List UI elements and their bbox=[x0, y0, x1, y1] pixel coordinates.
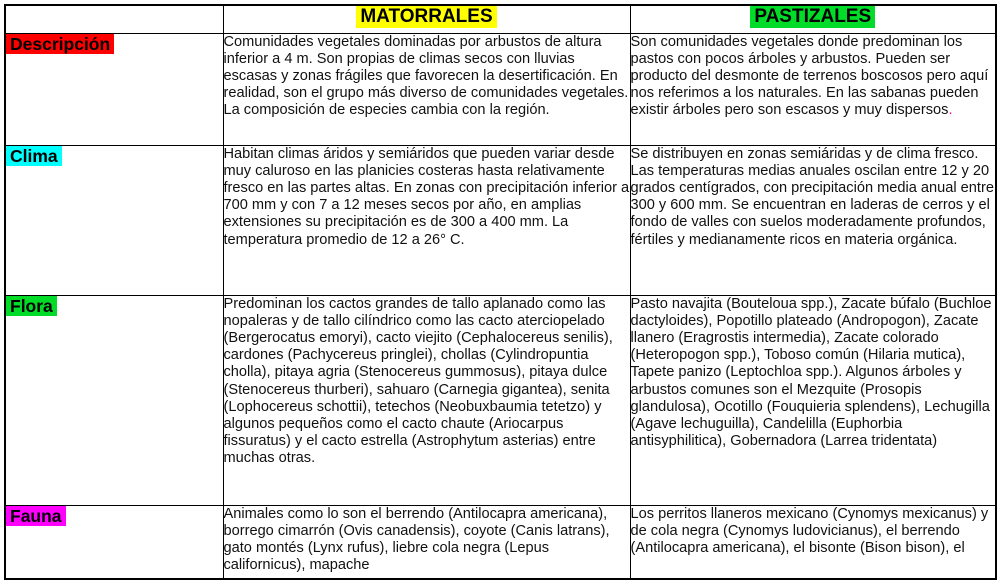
row-clima bbox=[5, 145, 996, 295]
cell-fauna-pastizales bbox=[630, 505, 996, 579]
clima-pastizales-text: Se distribuyen en zonas semiáridas y de clima fresco. Las temperaturas medias anuales oscilan entre 12 y 20 grados centígrados, con precipitación media anual entre 300 y 600 mm. Se encuentran en laderas de cerros y el fondo de valles con suelos moderadamente profundos, fértiles y medianamente ricos en materia orgánica. bbox=[630, 145, 994, 248]
cell-clima-pastizales bbox=[630, 145, 996, 295]
clima-matorrales-text: Habitan climas áridos y semiáridos que pueden variar desde muy caluroso en las planicies costeras hasta relativamente fresco en las partes altas. En zonas con precipitación inferior a 700 mm y con 7 a 12 meses secos por año, en amplias extensiones su precipitación es de 300 a 400 mm. La temperatura promedio de 12 a 26° C. bbox=[223, 145, 630, 248]
clima-label: Clima bbox=[6, 146, 62, 166]
descripcion-matorrales-text: Comunidades vegetales dominadas por arbustos de altura inferior a 4 m. Son propias de climas secos con lluvias escasas y zonas frágiles que favorecen la desertificación. En realidad, son el grupo más diverso de comunidades vegetales. La composición de especies cambia con la región. bbox=[223, 33, 629, 119]
fauna-pastizales-text: Los perritos llaneros mexicano (Cynomys mexicanus) y de cola negra (Cynomys ludovicianus), el berrendo (Antilocapra americana), el bisonte (Bison bison), el bbox=[630, 505, 989, 556]
fauna-matorrales-text: Animales como lo son el berrendo (Antilocapra americana), borrego cimarrón (Ovis canadensis), coyote (Canis latrans), gato montés (Lynx rufus), liebre cola negra (Lepus californicus), mapache bbox=[223, 505, 610, 574]
row-label-cell-clima bbox=[5, 145, 223, 295]
pastizales-title: PASTIZALES bbox=[750, 6, 875, 28]
row-label-cell-descripcion bbox=[5, 33, 223, 145]
table-header-row bbox=[5, 5, 996, 33]
row-flora bbox=[5, 295, 996, 505]
flora-matorrales-text: Predominan los cactos grandes de tallo aplanado como las nopaleras y de tallo cilíndrico como las cacto aterciopelado (Bergerocatus emoryi), cacto viejito (Cephalocereus senilis), cardones (Pachycereus pringlei), chollas (Cylindropuntia cholla), pitaya agria (Stenocereus gummosus), pitaya dulce (Stenocereus thurberi), sahuaro (Carnegia gigantea), senita (Lophocereus schottii), tetechos (Neobuxbaumia tetetzo) y algunos pequeños como el cacto chaute (Ariocarpus fissuratus) y el cacto estrella (Astrophytum asterias) entre muchas otras. bbox=[223, 295, 613, 467]
matorrales-title: MATORRALES bbox=[356, 6, 496, 28]
row-fauna bbox=[5, 505, 996, 579]
row-descripcion bbox=[5, 33, 996, 145]
document-page bbox=[4, 4, 995, 580]
pink-period: . bbox=[948, 102, 953, 119]
header-cell-empty bbox=[5, 5, 223, 33]
cell-fauna-matorrales bbox=[223, 505, 630, 579]
header-cell-pastizales bbox=[630, 5, 996, 33]
flora-pastizales-text: Pasto navajita (Bouteloua spp.), Zacate búfalo (Buchloe dactyloides), Popotillo plateado (Andropogon), Zacate llanero (Eragrostis intermedia), Zacate colorado (Heteropogon spp.), Toboso común (Hilaria mutica), Tapete panizo (Leptochloa spp.). Algunos árboles y arbustos comunes son el Mezquite (Prosopis glandulosa), Ocotillo (Fouquieria splendens), Lechugilla (Agave lechuguilla), Candelilla (Euphorbia antisyphilitica), Gobernadora (Larrea tridentata) bbox=[630, 295, 992, 450]
row-label-cell-fauna bbox=[5, 505, 223, 579]
flora-label: Flora bbox=[6, 296, 57, 316]
header-cell-matorrales bbox=[223, 5, 630, 33]
descripcion-pastizales-text: Son comunidades vegetales donde predominan los pastos con pocos árboles y arbustos. Pueden ser producto del desmonte de terrenos boscosos pero aquí nos referimos a los naturales. En las sabanas pueden existir árboles pero son escasos y muy dispersos bbox=[630, 33, 989, 119]
cell-flora-matorrales bbox=[223, 295, 630, 505]
cell-flora-pastizales bbox=[630, 295, 996, 505]
descripcion-label: Descripción bbox=[6, 34, 114, 54]
fauna-label: Fauna bbox=[6, 506, 66, 526]
cell-descripcion-matorrales bbox=[223, 33, 630, 145]
cell-descripcion-pastizales bbox=[630, 33, 996, 145]
comparison-table bbox=[4, 4, 997, 580]
row-label-cell-flora bbox=[5, 295, 223, 505]
cell-clima-matorrales bbox=[223, 145, 630, 295]
